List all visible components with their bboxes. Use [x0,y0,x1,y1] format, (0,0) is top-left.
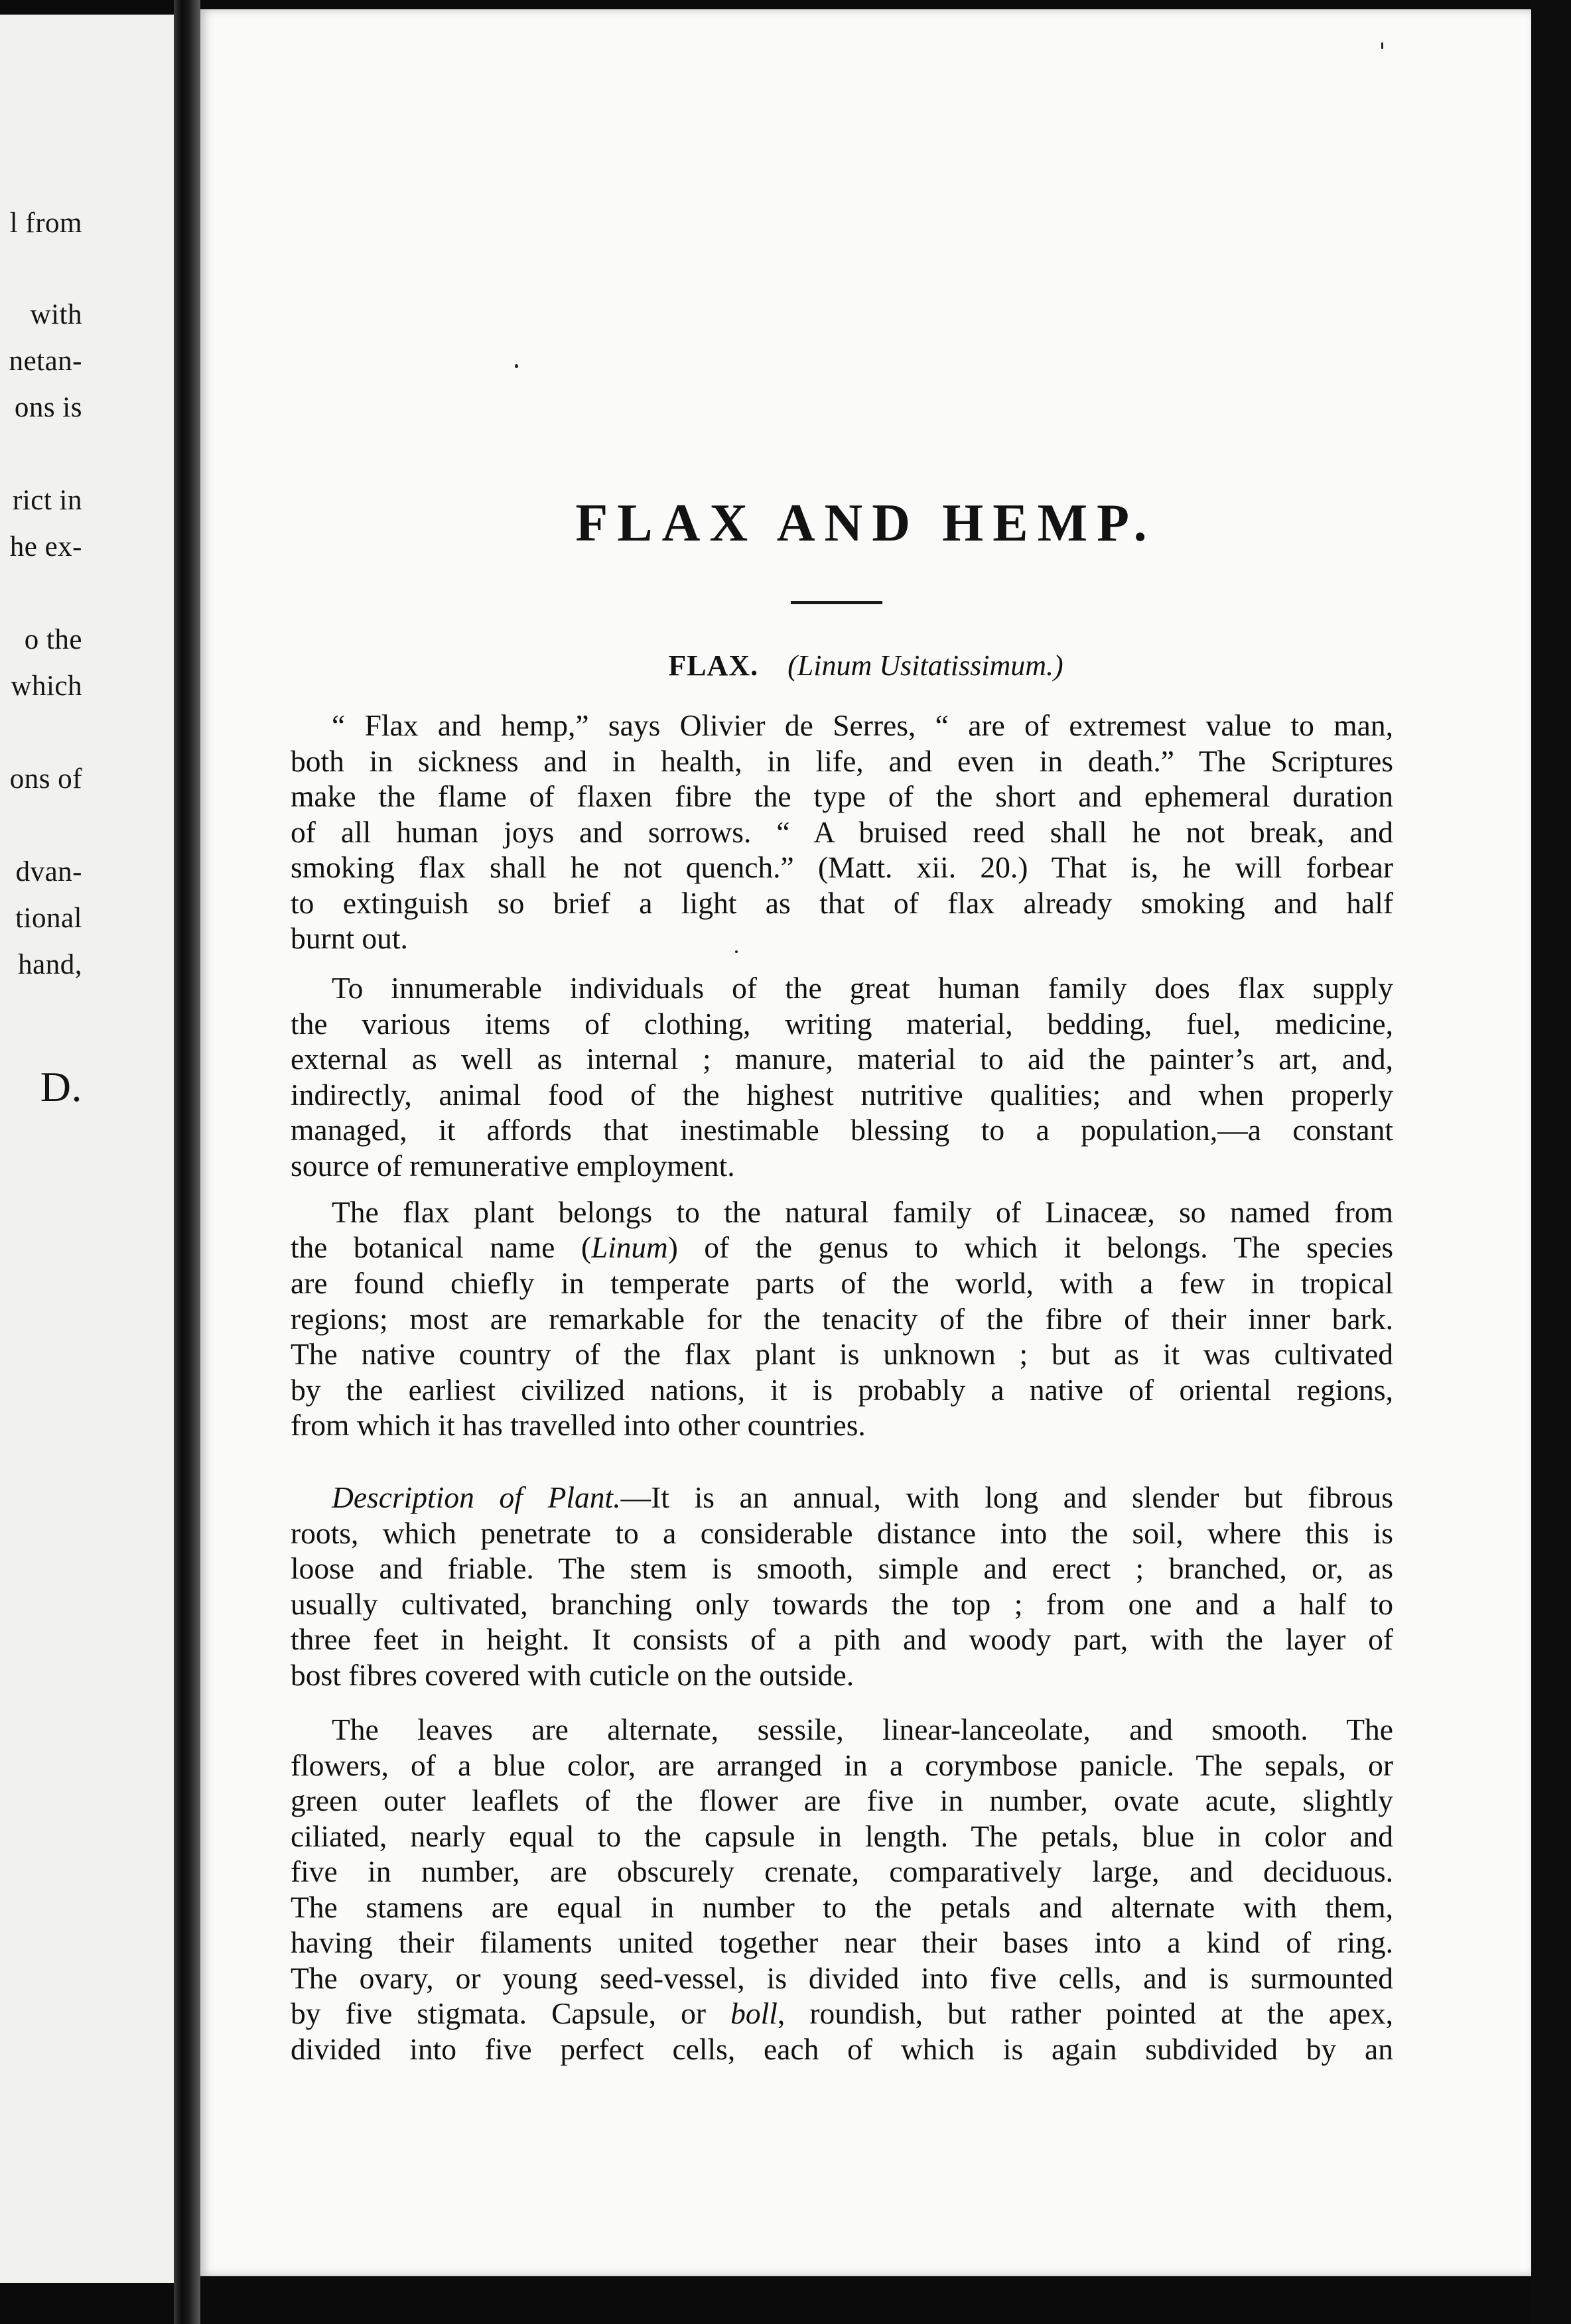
text-line: the botanical name (Linum) of the genus to which it belongs. The species [291,1230,1393,1264]
paragraph-1 [291,708,1393,956]
italic-word: Linum [591,1230,668,1264]
text-line [291,1480,1393,1516]
text-line: make the flame of flaxen fibre the type of the short and ephemeral duration [291,779,1393,813]
left-fragment-13: D. [40,1063,82,1110]
text-line: smoking flax shall he not quench.” (Matt. xii. 20.) That is, he will forbear [291,850,1393,884]
text-line: regions; most are remarkable for the tenacity of the fibre of their inner bark. [291,1301,1393,1336]
paragraph-5 [291,1712,1393,2067]
text-line: both in sickness and in health, in life, and even in death.” The Scriptures [291,743,1393,778]
print-speck [515,364,518,368]
text-line: burnt out. [291,921,408,955]
left-fragment-7: o the [24,624,82,655]
left-fragment-8: which [11,671,82,702]
book-page [200,9,1531,2276]
text-line: roots, which penetrate to a considerable distance into the soil, where this is [291,1516,1393,1550]
italic-lead: Description of Plant. [332,1480,621,1514]
text-line: managed, it affords that inestimable blessing to a population,—a constant [291,1113,1393,1147]
text-line: To innumerable individuals of the great human family does flax supply [332,971,1393,1005]
paragraph-3 [291,1194,1393,1443]
latin-name: (Linum Usitatissimum.) [787,649,1063,682]
print-speck [1381,42,1383,49]
text-line: divided into five perfect cells, each of which is again subdivided by an [291,2032,1393,2066]
text-line: source of remunerative employment. [291,1148,735,1183]
text-line: by five stigmata. Capsule, or boll, roundish, but rather pointed at the apex, [291,1996,1393,2030]
paragraph-2 [291,970,1393,1183]
text-line: The stamens are equal in number to the petals and alternate with them, [291,1890,1393,1924]
text-line: external as well as internal ; manure, material to aid the painter’s art, and, [291,1042,1393,1076]
title-rule [791,601,882,604]
text-line: of all human joys and sorrows. “ A bruised reed shall he not break, and [291,814,1393,849]
text-line: The native country of the flax plant is unknown ; but as it was cultivated [291,1337,1393,1371]
binding-gutter [174,0,200,2324]
section-label: FLAX. [668,649,759,682]
text-line: to extinguish so brief a light as that of flax already smoking and half [291,885,1393,920]
text-line: ciliated, nearly equal to the capsule in length. The petals, blue in color and [291,1819,1393,1853]
text-line: from which it has travelled into other countries. [291,1408,866,1442]
text-line: bost fibres covered with cuticle on the outside. [291,1657,854,1692]
text-line: by the earliest civilized nations, it is probably a native of oriental regions, [291,1372,1393,1407]
text-line: three feet in height. It consists of a pith and woody part, with the layer of [291,1622,1393,1656]
text-line: “ Flax and hemp,” says Olivier de Serres, “ are of extremest value to man, [332,708,1393,742]
scan-edge [1531,0,1571,2324]
left-fragment-4: ons is [14,392,82,423]
text-line: indirectly, animal food of the highest nutritive qualities; and when properly [291,1077,1393,1112]
text-line: The flax plant belongs to the natural family of Linaceæ, so named from [332,1195,1393,1229]
text-line: flowers, of a blue color, are arranged in a corymbose panicle. The sepals, or [291,1748,1393,1782]
left-fragment-2: with [30,299,82,330]
text-line: usually cultivated, branching only towards the top ; from one and a half to [291,1586,1393,1621]
paragraph-4 [291,1480,1393,1693]
text-line: having their filaments united together near their bases into a kind of ring. [291,1925,1393,1959]
page-title: FLAX AND HEMP. [575,494,1156,552]
text-line: five in number, are obscurely crenate, comparatively large, and deciduous. [291,1854,1393,1888]
text-line: green outer leaflets of the flower are five in number, ovate acute, slightly [291,1783,1393,1817]
left-fragment-10: dvan- [15,856,82,887]
text-line: are found chiefly in temperate parts of the world, with a few in tropical [291,1266,1393,1300]
text-line: the various items of clothing, writing material, bedding, fuel, medicine, [291,1006,1393,1041]
left-fragment-11: tional [15,903,82,934]
left-fragment-5: rict in [13,485,82,516]
left-fragment-1: l from [9,208,82,239]
italic-word: boll [730,1996,778,2030]
section-heading [200,649,1531,682]
text-line: loose and friable. The stem is smooth, simple and erect ; branched, or, as [291,1551,1393,1585]
left-fragment-9: ons of [9,763,82,795]
left-fragment-6: he ex- [9,531,82,562]
text-line: The ovary, or young seed-vessel, is divided into five cells, and is surmounted [291,1961,1393,1995]
left-fragment-12: hand, [18,949,82,980]
previous-page-fragment [0,15,174,2283]
text-line: The leaves are alternate, sessile, linear-lanceolate, and smooth. The [332,1712,1393,1746]
left-fragment-3: netan- [9,346,82,377]
text-span: —It is an annual, with long and slender but fibrous [620,1480,1393,1514]
